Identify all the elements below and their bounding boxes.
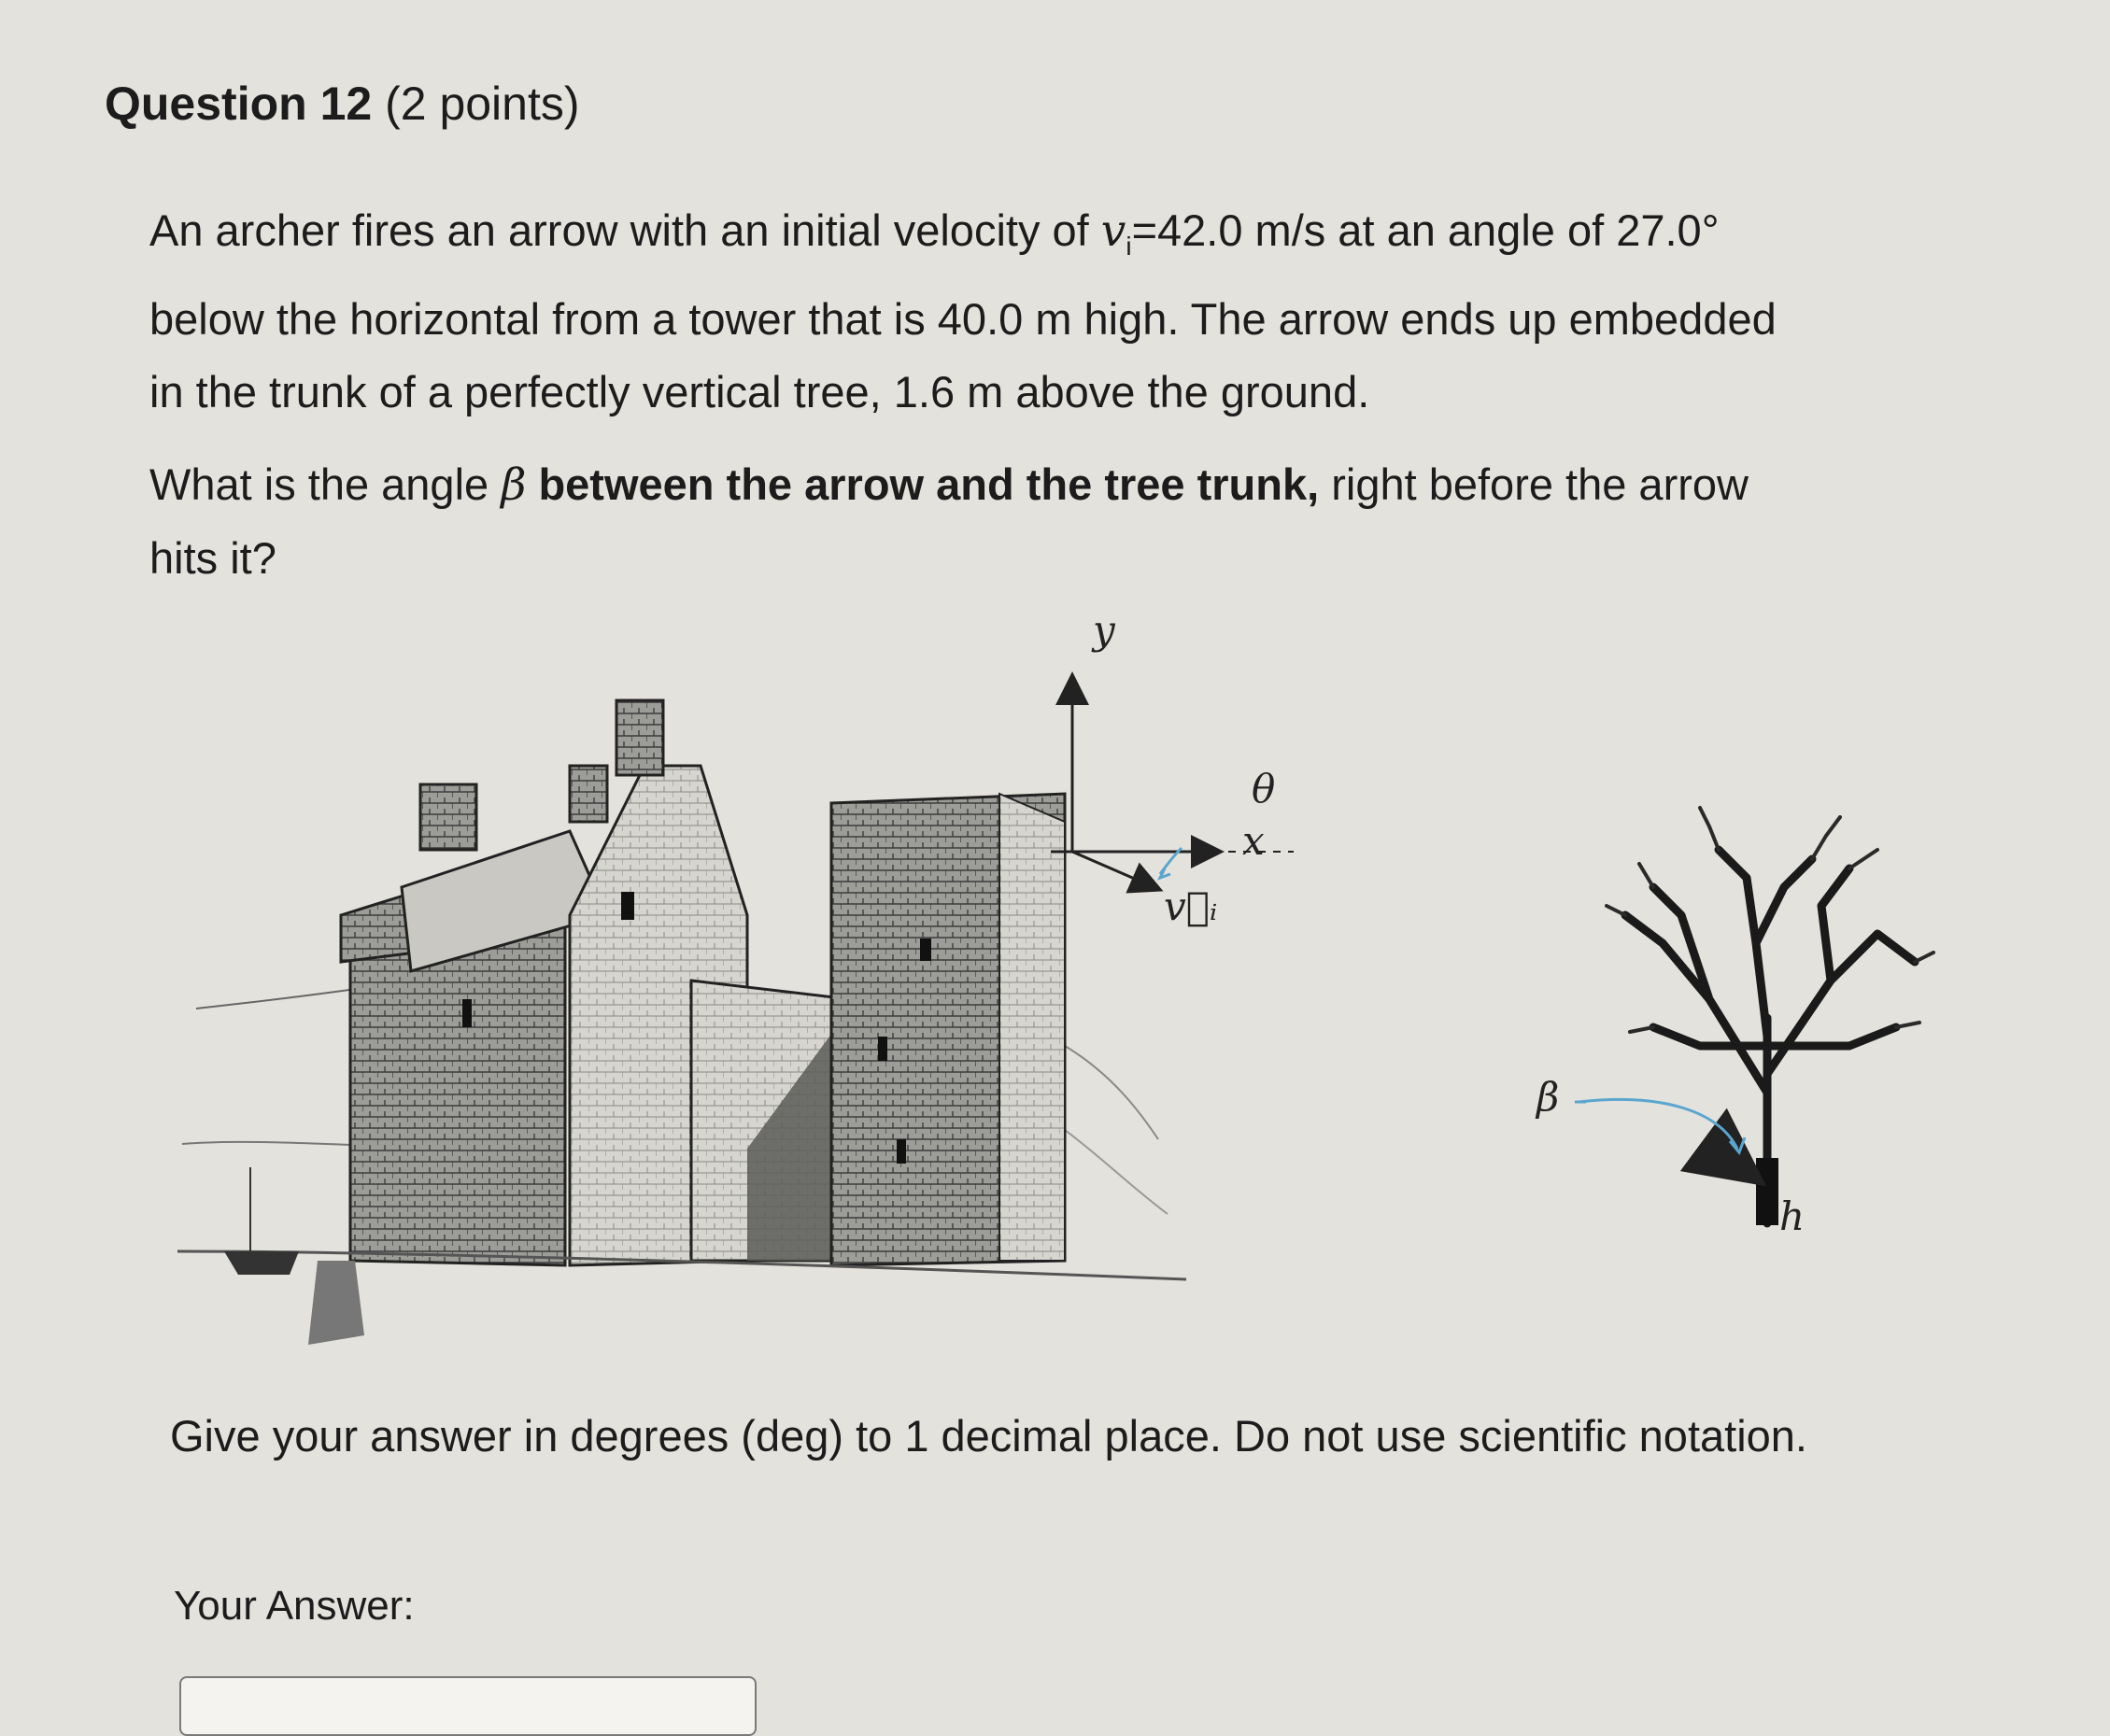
figure-drawing <box>168 607 1943 1382</box>
beta-symbol: β <box>501 459 527 511</box>
question-title: Question 12 <box>105 78 373 130</box>
prompt-line-2: hits it? <box>149 533 276 583</box>
castle-illustration <box>177 700 1186 1345</box>
problem-figure <box>168 607 1943 1382</box>
answer-input[interactable] <box>179 1676 757 1736</box>
velocity-vector <box>1072 852 1158 889</box>
velocity-label: v⃗ᵢ <box>1164 883 1218 929</box>
y-axis-label: y <box>1093 607 1115 653</box>
prompt-emphasis: between the arrow and the tree trunk, <box>526 459 1320 509</box>
vi-symbol: v <box>1100 205 1126 257</box>
x-axis-label: x <box>1242 818 1265 864</box>
tree-illustration <box>1575 808 1933 1225</box>
question-points: (2 points) <box>385 78 580 130</box>
prompt-line-1: What is the angle β between the arrow and the tree trunk, right before the arrow <box>149 459 1749 511</box>
vi-subscript: i <box>1126 232 1132 261</box>
beta-label: β <box>1536 1074 1560 1120</box>
problem-line-3: in the trunk of a perfectly vertical tree, 1.6 m above the ground. <box>149 367 1370 416</box>
problem-statement <box>149 194 1924 429</box>
arrow-in-trunk <box>1709 1144 1756 1179</box>
answer-instruction: Give your answer in degrees (deg) to 1 decimal place. Do not use scientific notation. <box>170 1411 1807 1461</box>
answer-label: Your Answer: <box>174 1583 415 1629</box>
tree-trunk <box>1756 1158 1778 1225</box>
problem-line-2: below the horizontal from a tower that is 40.0 m high. The arrow ends up embedded <box>149 294 1777 344</box>
height-label: h <box>1779 1193 1806 1239</box>
theta-label: θ <box>1252 766 1276 812</box>
beta-pointer <box>1579 1099 1737 1149</box>
question-prompt <box>149 448 1924 595</box>
problem-line-1: An archer fires an arrow with an initial velocity of $v_i=42.0$ m/s at an angle of 27.0° <box>149 205 1720 261</box>
question-header <box>105 77 580 131</box>
